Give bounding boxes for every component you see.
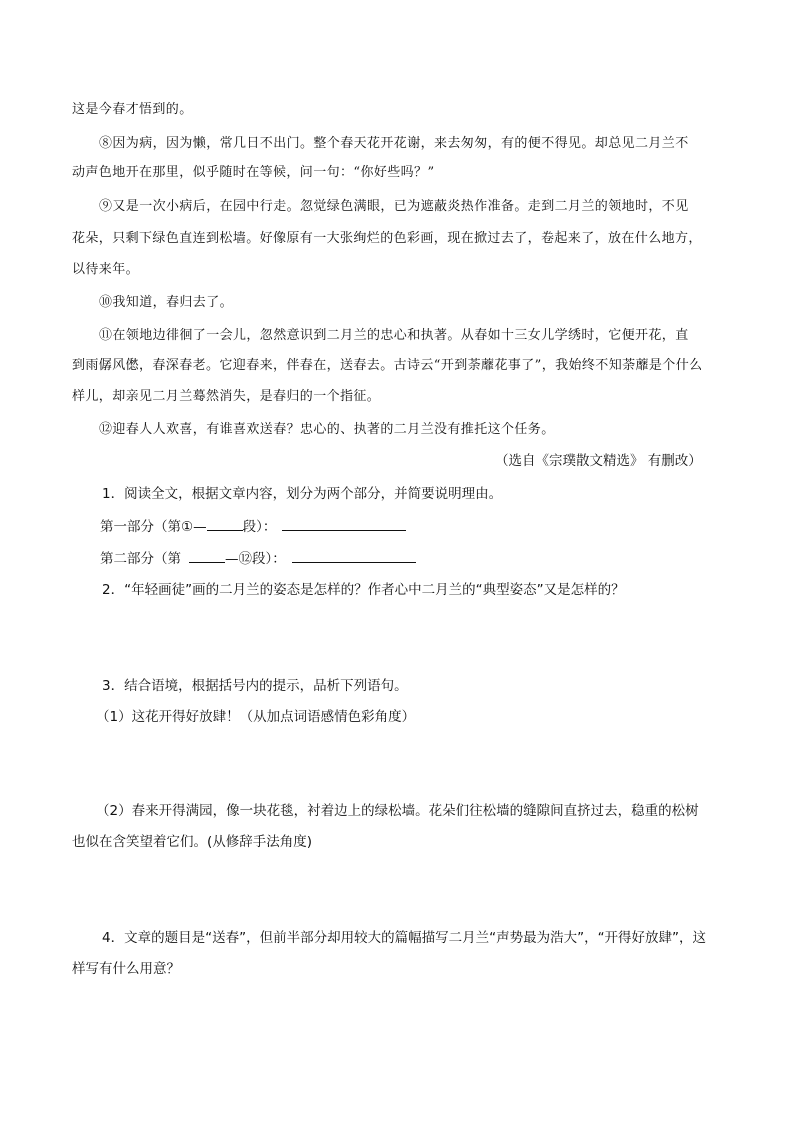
question-1-part-1-blank[interactable] [207,516,243,531]
passage-paragraph-9-line-3: 以待来年。 [72,262,140,277]
question-1: 1．阅读全文，根据文章内容，划分为两个部分，并简要说明理由。 [102,486,503,502]
passage-paragraph-11-line-3: 样儿，却亲见二月兰蓦然消失，是春归的一个指征。 [72,389,381,404]
question-1-part-1-answer-blank[interactable] [282,516,406,531]
question-3-item-2-line-1: （2）春来开得满园，像一块花毯，衬着边上的绿松墙。花朵们往松墙的缝隙间直挤过去，稳重的松树 [96,803,699,819]
passage-paragraph-7-tail: 这是今春才悟到的。 [72,102,193,117]
question-1-part-2-answer-blank[interactable] [292,548,416,563]
question-1-part-2-suffix: —⑫段）： [225,551,286,567]
question-3: 3．结合语境，根据括号内的提示，品析下列语句。 [102,678,408,694]
passage-paragraph-12: ⑫迎春人人欢喜，有谁喜欢送春？忠心的、执著的二月兰没有推托这个任务。 [99,422,555,437]
passage-paragraph-8-line-1: ⑧因为病，因为懒，常几日不出门。整个春天花开花谢，来去匆匆，有的便不得见。却总见二月兰不 [99,136,689,151]
question-1-part-2-row [100,548,416,569]
question-4-line-2: 样写有什么用意？ [72,961,180,977]
passage-paragraph-10: ⑩我知道，春归去了。 [99,295,234,310]
passage-paragraph-8-line-2: 动声色地开在那里，似乎随时在等候，问一句：“你好些吗？” [72,165,435,180]
question-4-line-1: 4．文章的题目是“送春”，但前半部分却用较大的篇幅描写二月兰“声势最为浩大”，“开得好放肆”，这 [102,930,707,946]
passage-paragraph-9-line-1: ⑨又是一次小病后，在园中行走。忽觉绿色满眼，已为遮蔽炎热作准备。走到二月兰的领地时，不见 [99,199,689,214]
question-3-item-2-line-2: 也似在含笑望着它们。(从修辞手法角度) [72,834,313,850]
passage-paragraph-11-line-1: ⑪在领地边徘徊了一会儿，忽然意识到二月兰的忠心和执著。从春如十三女儿学绣时，它便开花，直 [99,328,689,343]
question-1-part-2-blank[interactable] [189,548,225,563]
passage-paragraph-9-line-2: 花朵，只剩下绿色直连到松墙。好像原有一大张绚烂的色彩画，现在掀过去了，卷起来了，放在什么地方， [72,231,702,246]
question-1-part-1-suffix: 段）： [242,519,277,535]
passage-source: （选自《宗璞散文精选》 有删改） [495,453,702,469]
question-1-part-2-prefix: 第二部分（第 [100,551,181,567]
question-1-part-1-prefix: 第一部分（第①— [100,519,207,535]
question-1-part-1-row [100,516,406,537]
question-3-item-1: （1）这花开得好放肆！（从加点词语感情色彩角度） [96,709,416,725]
passage-paragraph-11-line-2: 到雨僝风僽，春深春老。它迎春来，伴春在，送春去。古诗云“开到荼蘼花事了”，我始终不知荼蘼是个什么 [72,358,703,373]
question-2: 2．“年轻画徒”画的二月兰的姿态是怎样的？作者心中二月兰的“典型姿态”又是怎样的？ [102,582,625,598]
